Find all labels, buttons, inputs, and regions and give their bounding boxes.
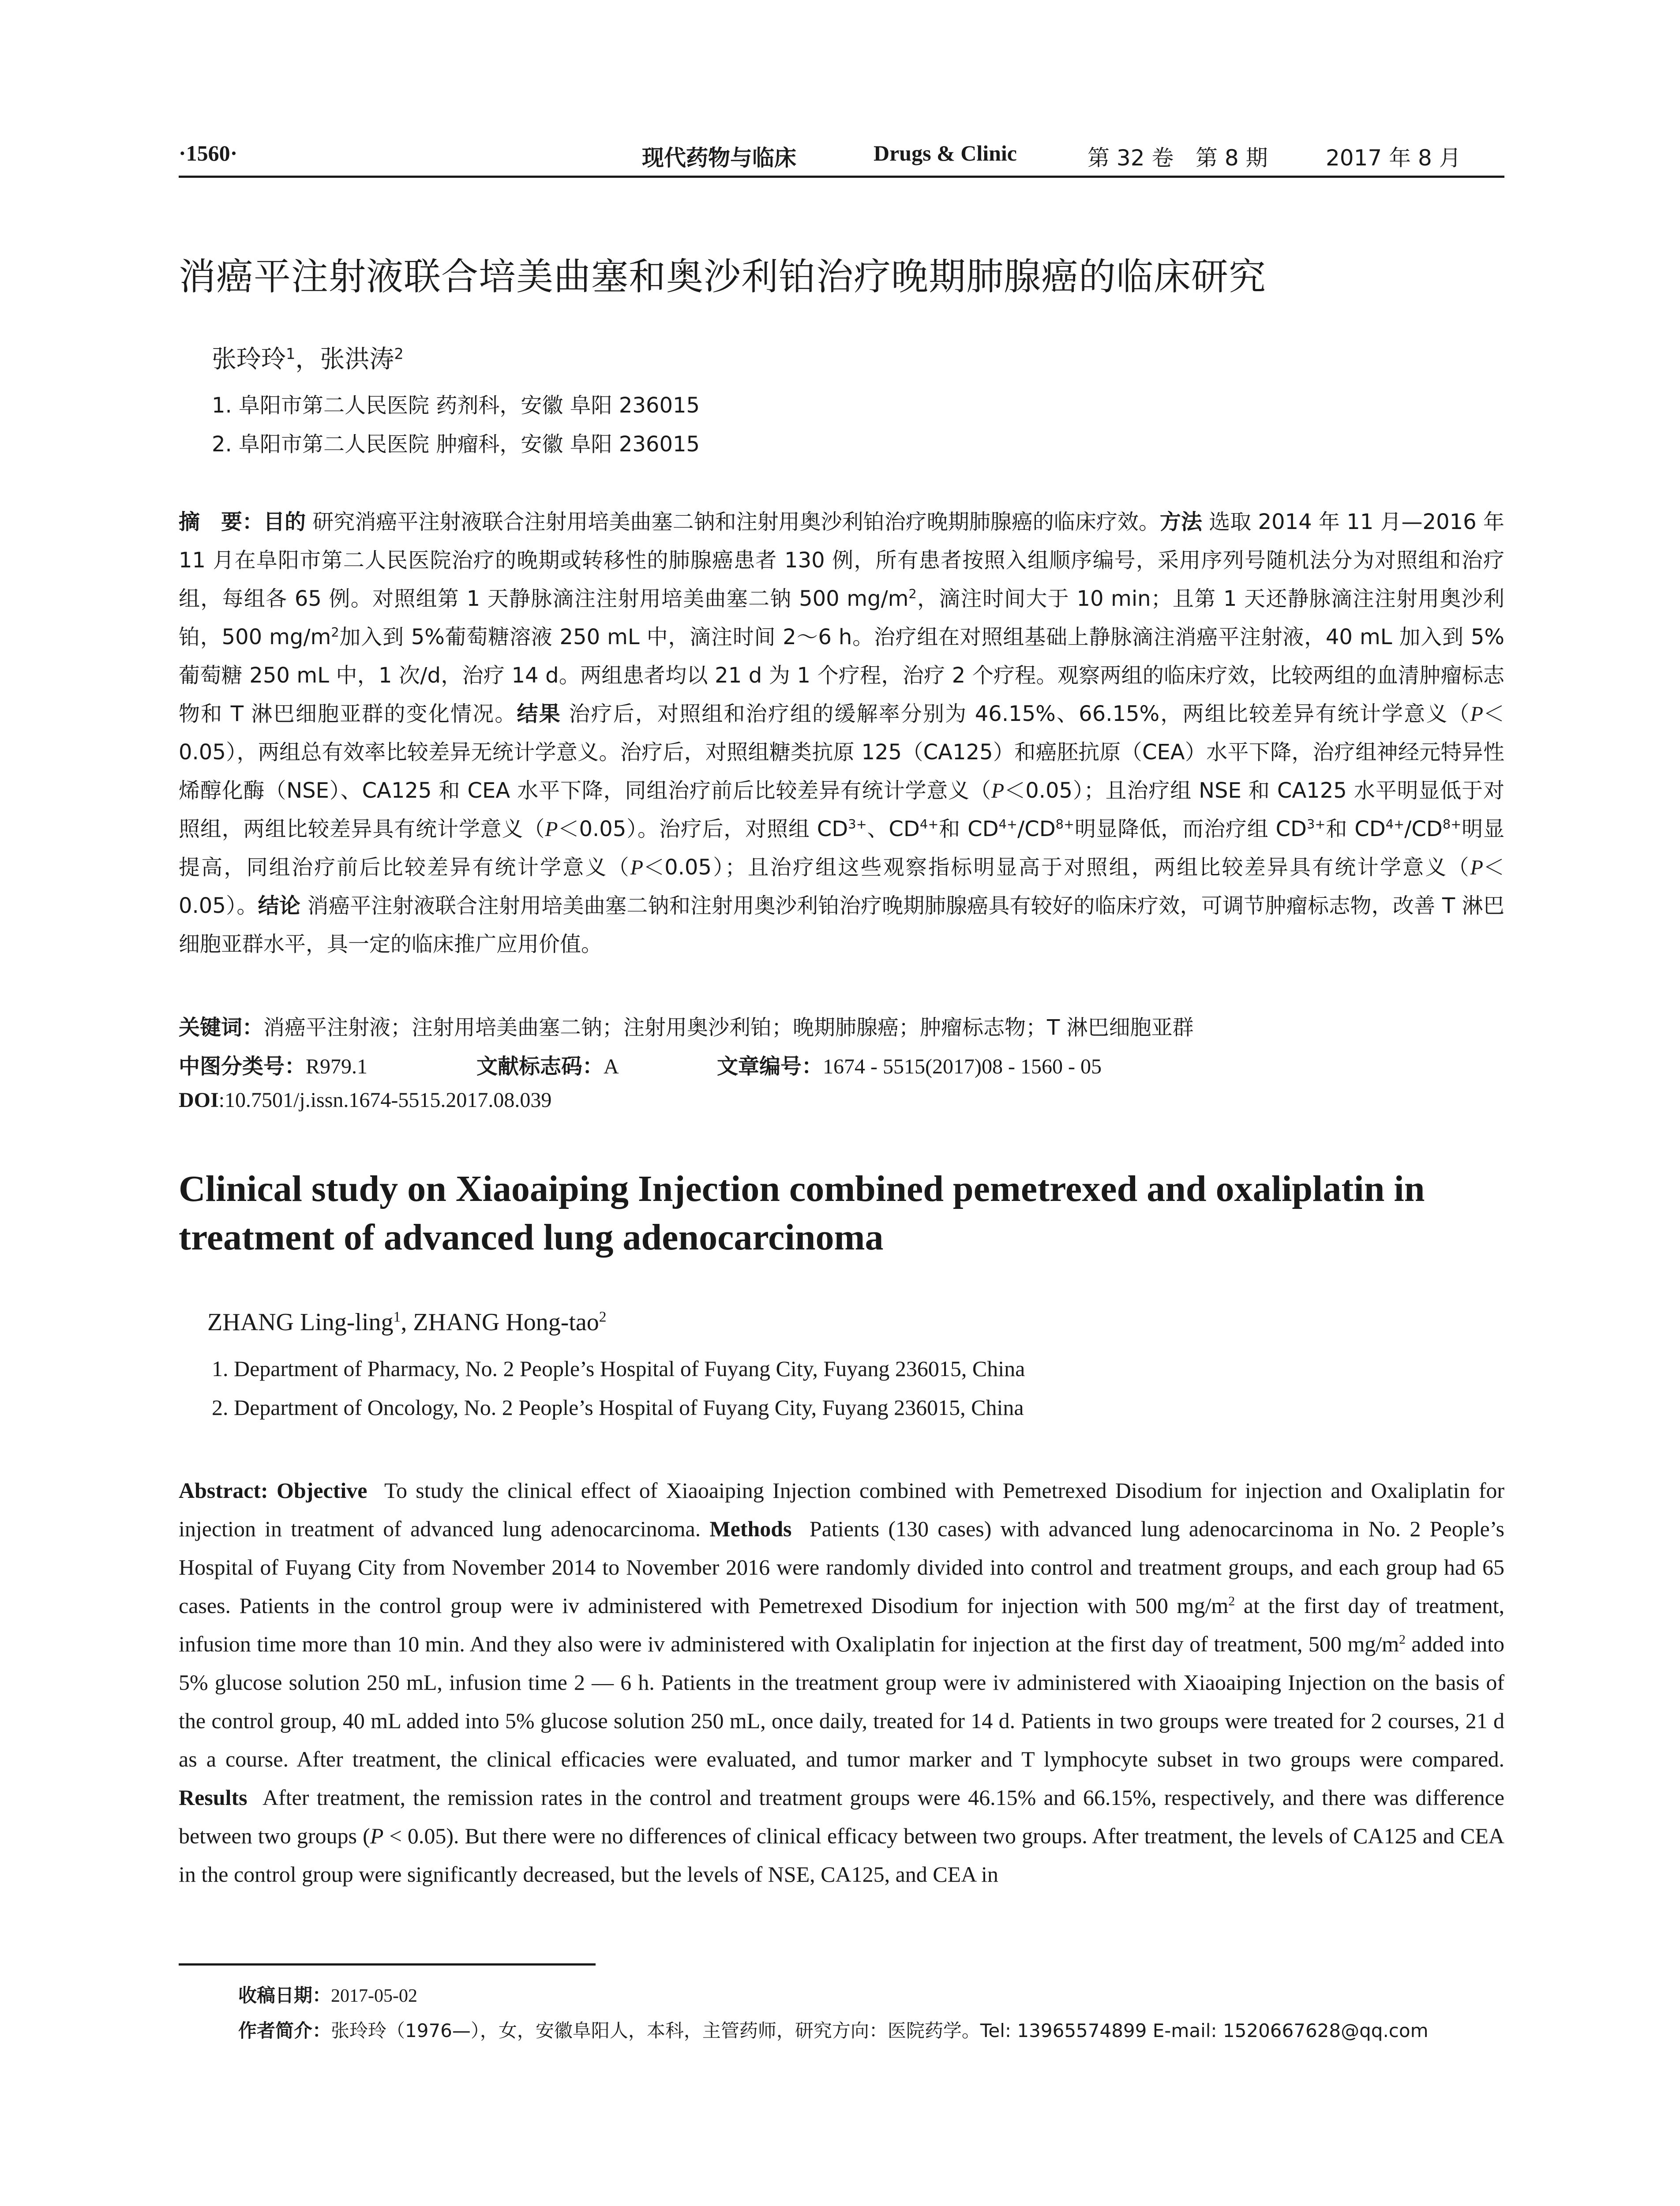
author-bio-label: 作者简介： bbox=[238, 2020, 331, 2041]
methods-text: ，滴注时间大于 10 min；且第 1 天还静脉滴注注射用奥沙利铂，500 mg/m bbox=[179, 586, 1504, 649]
authors-en bbox=[207, 1308, 607, 1336]
article-number: 1674 - 5515(2017)08 - 1560 - 05 bbox=[823, 1055, 1102, 1078]
abstract-cn bbox=[179, 503, 1504, 964]
article-title-cn: 消癌平注射液联合培美曲塞和奥沙利铂治疗晚期肺腺癌的临床研究 bbox=[179, 255, 1267, 298]
journal-name-en: Drugs & Clinic bbox=[874, 141, 1017, 165]
author-bio: 张玲玲（1976—），女，安徽阜阳人，本科，主管药师，研究方向：医院药学。Tel: 13965574899 E-mail: 1520667628@qq.com bbox=[331, 2020, 1429, 2041]
author-name: ZHANG Hong-tao bbox=[413, 1309, 599, 1336]
superscript: 4+ bbox=[998, 817, 1018, 832]
superscript: 2 bbox=[1399, 1632, 1406, 1647]
doi: :10.7501/j.issn.1674-5515.2017.08.039 bbox=[218, 1088, 552, 1112]
page-number: ·1560· bbox=[179, 141, 238, 165]
header-rule bbox=[179, 176, 1504, 178]
keywords-label: 关键词： bbox=[179, 1015, 264, 1040]
volume: 第 32 卷 bbox=[1088, 145, 1174, 171]
objective-text: To study the clinical effect of Xiaoaiping Injection combined with Pemetrexed Disodium for injection and Oxaliplatin for injection in treatment of advanced lung adenocarcinoma. bbox=[179, 1478, 1505, 1541]
keywords: 消癌平注射液；注射用培美曲塞二钠；注射用奥沙利铂；晚期肺腺癌；肿瘤标志物；T 淋巴细胞亚群 bbox=[263, 1015, 1194, 1040]
methods-label: 方法 bbox=[1159, 510, 1202, 534]
results-text: 治疗后，对照组和治疗组的缓解率分别为 46.15%、66.15%，两组比较差异有统计学意义（ bbox=[569, 702, 1470, 726]
author-name: 张玲玲 bbox=[212, 345, 286, 374]
superscript: 4+ bbox=[919, 817, 939, 832]
affiliation-cn-2: 2. 阜阳市第二人民医院 肿瘤科，安徽 阜阳 236015 bbox=[212, 432, 700, 457]
author-bio-line bbox=[238, 2016, 1429, 2043]
abstract-label: 摘 要： bbox=[179, 510, 264, 534]
superscript: 2 bbox=[1228, 1594, 1235, 1609]
results-text: After treatment, the remission rates in the control and treatment groups were 46.15% and 66.15%, respectively, and there was difference between two groups ( bbox=[179, 1785, 1505, 1848]
p-symbol: P bbox=[545, 818, 558, 841]
author-affiliation-mark: 2 bbox=[599, 1309, 607, 1325]
superscript: 4+ bbox=[1385, 817, 1405, 832]
results-text: 、CD bbox=[866, 817, 920, 841]
objective-text: 研究消癌平注射液联合注射用培美曲塞二钠和注射用奥沙利铂治疗晚期肺腺癌的临床疗效。 bbox=[312, 510, 1160, 534]
methods-text: at the first day of treatment, infusion time more than 10 min. And they also were iv administered with Oxaliplatin for injection at the first day of treatment, 500 mg/m bbox=[179, 1593, 1504, 1656]
superscript: 3+ bbox=[1307, 817, 1326, 832]
conclusion-label: 结论 bbox=[258, 893, 301, 918]
abstract-en bbox=[179, 1471, 1504, 1894]
received-label: 收稿日期： bbox=[238, 1985, 331, 2006]
results-text: /CD bbox=[1017, 817, 1056, 841]
superscript: 2 bbox=[331, 625, 339, 640]
author-affiliation-mark: 1 bbox=[286, 345, 296, 363]
results-text: 和 CD bbox=[1325, 817, 1386, 841]
results-text: ＜0.05）。治疗后，对照组 CD bbox=[558, 817, 848, 841]
received-date-line bbox=[238, 1981, 417, 2007]
results-text: 和 CD bbox=[938, 817, 999, 841]
conclusion-text: 消癌平注射液联合注射用培美曲塞二钠和注射用奥沙利铂治疗晚期肺腺癌具有较好的临床疗效，可调节肿瘤标志物，改善 T 淋巴细胞亚群水平，具一定的临床推广应用价值。 bbox=[179, 893, 1504, 957]
keywords-line bbox=[179, 1010, 1194, 1041]
affiliation-en-2: 2. Department of Oncology, No. 2 People’s Hospital of Fuyang City, Fuyang 236015, China bbox=[212, 1395, 1024, 1420]
author-separator: , bbox=[401, 1309, 413, 1336]
results-text: 明显提高，同组治疗前后比较差异有统计学意义（ bbox=[179, 817, 1504, 880]
p-symbol: P bbox=[991, 779, 1005, 803]
article-number-label: 文章编号： bbox=[717, 1054, 823, 1079]
doi-label: DOI bbox=[179, 1088, 219, 1112]
results-text: /CD bbox=[1404, 817, 1443, 841]
journal-name-cn: 现代药物与临床 bbox=[642, 145, 796, 171]
p-symbol: P bbox=[630, 856, 644, 879]
doi-line bbox=[179, 1088, 551, 1112]
results-text: < 0.05). But there were no differences of clinical efficacy between two groups. After treatment, the levels of CA125 and CEA in the control group were significantly decreased, but the levels of NSE, CA125, and CEA in bbox=[179, 1823, 1505, 1887]
methods-text: added into 5% glucose solution 250 mL, infusion time 2 — 6 h. Patients in the treatment group were iv administered with Xiaoaiping Injection on the basis of the control group, 40 mL added into 5% glucose solution 250 mL, once daily, treated for 14 d. Patients in two groups were treated for 2 courses, 21 d as a course. After treatment, the clinical efficacies were evaluated, and tumor marker and T lymphocyte subset in two groups were compared. bbox=[179, 1632, 1504, 1771]
footnote-rule bbox=[179, 1963, 596, 1966]
p-symbol: P bbox=[1470, 702, 1483, 726]
results-text: 明显降低，而治疗组 CD bbox=[1074, 817, 1307, 841]
author-name: 张洪涛 bbox=[320, 345, 394, 374]
author-affiliation-mark: 1 bbox=[393, 1309, 401, 1325]
methods-text: 加入到 5%葡萄糖溶液 250 mL 中，滴注时间 2～6 h。治疗组在对照组基础上静脉滴注消癌平注射液，40 mL 加入到 5%葡萄糖 250 mL 中，1 次/d，治疗 14 d。两组患者均以 21 d 为 1 个疗程，治疗 2 个疗程。观察两组的临床疗效，比较两组的血清肿瘤标志物和 T 淋巴细胞亚群的变化情况。 bbox=[179, 625, 1504, 726]
results-text: ＜0.05）；且治疗组 NSE 和 CA125 水平明显低于对照组，两组比较差异具有统计学意义（ bbox=[179, 778, 1504, 841]
p-symbol: P bbox=[370, 1823, 384, 1848]
article-title-en: Clinical study on Xiaoaiping Injection combined pemetrexed and oxaliplatin in treatment of advanced lung adenocarcinoma bbox=[179, 1168, 1425, 1258]
received-date: 2017-05-02 bbox=[331, 1986, 417, 2006]
authors-cn bbox=[212, 340, 404, 375]
document-code: A bbox=[604, 1055, 619, 1078]
affiliation-en-1: 1. Department of Pharmacy, No. 2 People’s Hospital of Fuyang City, Fuyang 236015, China bbox=[212, 1356, 1025, 1381]
objective-label: Objective bbox=[276, 1478, 368, 1503]
methods-text: 选取 2014 年 11 月—2016 年 11 月在阜阳市第二人民医院治疗的晚期或转移性的肺腺癌患者 130 例，所有患者按照入组顺序编号，采用序列号随机法分为对照组和治疗组，每组各 65 例。对照组第 1 天静脉滴注注射用培美曲塞二钠 500 mg/m bbox=[179, 510, 1504, 611]
superscript: 2 bbox=[908, 586, 917, 601]
methods-label: Methods bbox=[709, 1516, 792, 1541]
p-symbol: P bbox=[1470, 856, 1483, 879]
results-text: ＜0.05）；且治疗组这些观察指标明显高于对照组，两组比较差异具有统计学意义（ bbox=[643, 855, 1470, 880]
issue-date: 2017 年 8 月 bbox=[1326, 145, 1461, 171]
results-label: 结果 bbox=[517, 702, 561, 726]
author-name: ZHANG Ling-ling bbox=[207, 1309, 394, 1336]
document-code-label: 文献标志码： bbox=[476, 1054, 604, 1079]
methods-text: Patients (130 cases) with advanced lung adenocarcinoma in No. 2 People’s Hospital of Fuyang City from November 2014 to November 2016 were randomly divided into control and treatment groups, and each group had 65 cases. Patients in the control group were iv administered with Pemetrexed Disodium for injection with 500 mg/m bbox=[179, 1516, 1505, 1618]
abstract-label: Abstract: bbox=[179, 1478, 268, 1503]
clc-label: 中图分类号： bbox=[179, 1054, 306, 1079]
affiliation-cn-1: 1. 阜阳市第二人民医院 药剂科，安徽 阜阳 236015 bbox=[212, 393, 700, 418]
superscript: 8+ bbox=[1442, 817, 1462, 832]
classification-line bbox=[179, 1049, 1504, 1080]
running-header bbox=[179, 140, 1504, 171]
author-affiliation-mark: 2 bbox=[394, 345, 404, 363]
results-text: ＜0.05），两组总有效率比较差异无统计学意义。治疗后，对照组糖类抗原 125（CA125）和癌胚抗原（CEA）水平下降，治疗组神经元特异性烯醇化酶（NSE）、CA125 和 CEA 水平下降，同组治疗前后比较差异有统计学意义（ bbox=[179, 702, 1504, 803]
objective-label: 目的 bbox=[263, 510, 306, 534]
superscript: 8+ bbox=[1055, 817, 1075, 832]
results-label: Results bbox=[179, 1785, 248, 1810]
superscript: 3+ bbox=[848, 817, 867, 832]
results-text: ＜0.05）。 bbox=[179, 855, 1504, 918]
issue: 第 8 期 bbox=[1196, 145, 1268, 171]
author-separator: ， bbox=[295, 345, 320, 374]
clc-number: R979.1 bbox=[306, 1055, 368, 1078]
